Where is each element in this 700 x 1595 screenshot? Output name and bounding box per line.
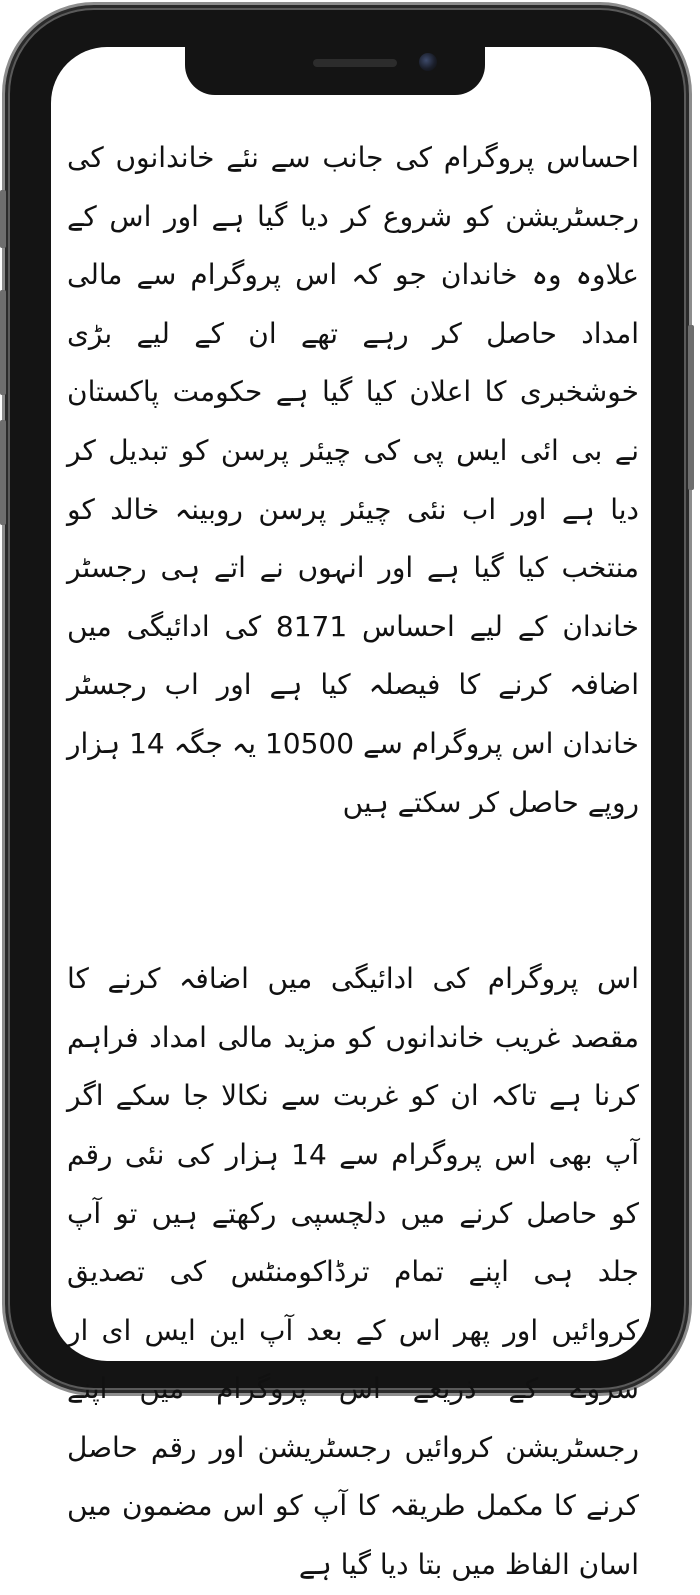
phone-screen <box>51 47 651 1582</box>
speaker-grille <box>313 59 397 67</box>
front-camera-icon <box>419 53 437 71</box>
phone-notch <box>185 43 485 95</box>
power-button <box>688 325 694 490</box>
volume-down-button <box>0 420 6 525</box>
paragraph-spacer <box>67 832 639 950</box>
volume-up-button <box>0 290 6 395</box>
silent-switch <box>0 190 6 248</box>
phone-frame <box>2 2 692 1582</box>
article-paragraph-2: اس پروگرام کی ادائیگی میں اضافہ کرنے کا مقصد غریب خاندانوں کو مزید مالی امداد فراہم کرنا ہے تاکہ ان کو غربت سے نکالا جا سکے اگر آپ بھی اس پروگرام سے 14 ہزار کی نئی رقم کو حاصل کرنے میں دلچسپی رکھتے ہیں تو آپ جلد ہی اپنے تمام ترڈاکومنٹس کی تصدیق کروائیں اور پھر اس کے بعد آپ این ایس ای ار سروے کے ذریعے اس پروگرام میں اپنے رجسٹریشن کروائیں رجسٹریشن اور رقم حاصل کرنے کا مکمل طریقہ کا آپ کو اس مضمون میں اسان الفاظ میں بتا دیا گیا ہے <box>67 962 639 1582</box>
article-body <box>67 129 639 1595</box>
article-paragraph-1: احساس پروگرام کی جانب سے نئے خاندانوں کی رجسٹریشن کو شروع کر دیا گیا ہے اور اس کے علاوہ وہ خاندان جو کہ اس پروگرام سے مالی امداد حاصل کر رہے تھے ان کے لیے بڑی خوشخبری کا اعلان کیا گیا ہے حکومت پاکستان نے بی ائی ایس پی کی چیئر پرسن کو تبدیل کر دیا ہے اور اب نئی چیئر پرسن روبینہ خالد کو منتخب کیا گیا ہے اور انہوں نے اتے ہی رجسٹر خاندان کے لیے احساس 8171 کی ادائیگی میں اضافہ کرنے کا فیصلہ کیا ہے اور اب رجسٹر خاندان اس پروگرام سے 10500 یہ جگہ 14 ہزار روپے حاصل کر سکتے ہیں <box>67 141 639 819</box>
